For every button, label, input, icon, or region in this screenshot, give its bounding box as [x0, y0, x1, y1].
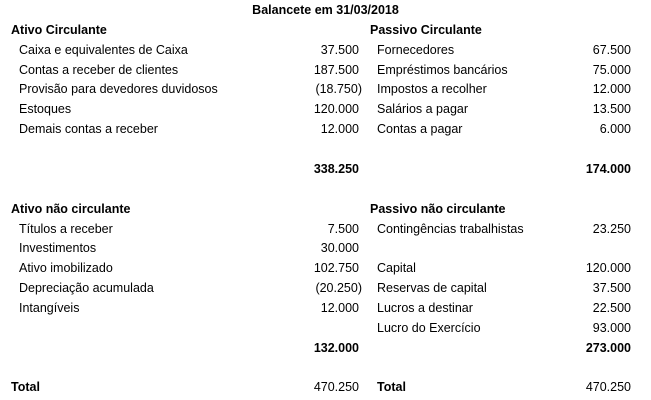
table-row [0, 40, 651, 60]
table-row [0, 318, 651, 338]
row-value: 93.000 [592, 321, 631, 335]
row-value: 6.000 [599, 122, 631, 136]
row-value: 12.000 [592, 82, 631, 96]
row-value: 12.000 [320, 122, 359, 136]
table-row [0, 219, 651, 239]
row-value: 75.000 [592, 63, 631, 77]
row-label: Estoques [19, 102, 72, 116]
ativo-nao-circulante-header: Ativo não circulante [11, 202, 131, 216]
subtotal-value: 338.250 [313, 162, 359, 176]
passivo-nao-circulante-header: Passivo não circulante [370, 202, 506, 216]
table-row [0, 60, 651, 80]
row-label: Intangíveis [19, 301, 80, 315]
row-value: 187.500 [313, 63, 359, 77]
row-value: 7.500 [327, 222, 359, 236]
table-row [0, 278, 651, 298]
row-label: Capital [377, 261, 416, 275]
row-label: Empréstimos bancários [377, 63, 508, 77]
row-label: Investimentos [19, 241, 97, 255]
total-row [0, 377, 651, 397]
row-label: Títulos a receber [19, 222, 113, 236]
table-row [0, 79, 651, 99]
table-row [0, 99, 651, 119]
row-label: Lucros a destinar [377, 301, 473, 315]
subtotal-value: 174.000 [585, 162, 631, 176]
row-value: 13.500 [592, 102, 631, 116]
passivo-total-value: 470.250 [585, 380, 631, 394]
row-value: 22.500 [592, 301, 631, 315]
row-label: Contas a pagar [377, 122, 463, 136]
row-label: Depreciação acumulada [19, 281, 154, 295]
table-row [0, 258, 651, 278]
ativo-total-label: Total [11, 380, 40, 394]
row-value: 37.500 [592, 281, 631, 295]
table-row [0, 119, 651, 139]
row-value: 120.000 [313, 102, 359, 116]
ativo-circulante-header: Ativo Circulante [11, 23, 107, 37]
row-value: 30.000 [320, 241, 359, 255]
subtotal-row [0, 159, 651, 179]
passivo-total-label: Total [377, 380, 406, 394]
row-value: 102.750 [313, 261, 359, 275]
row-value: 37.500 [320, 43, 359, 57]
subtotal-value: 273.000 [585, 341, 631, 355]
row-value: 120.000 [585, 261, 631, 275]
row-label: Caixa e equivalentes de Caixa [19, 43, 188, 57]
page-title: Balancete em 31/03/2018 [252, 3, 399, 17]
row-label: Ativo imobilizado [19, 261, 113, 275]
row-label: Fornecedores [377, 43, 455, 57]
table-row [0, 238, 651, 258]
ativo-total-value: 470.250 [313, 380, 359, 394]
row-label: Lucro do Exercício [377, 321, 481, 335]
row-value: (20.250) [315, 281, 362, 295]
row-value: 23.250 [592, 222, 631, 236]
row-value: 12.000 [320, 301, 359, 315]
row-value: 67.500 [592, 43, 631, 57]
row-label: Demais contas a receber [19, 122, 158, 136]
row-value: (18.750) [315, 82, 362, 96]
subtotal-row [0, 338, 651, 358]
row-label: Reservas de capital [377, 281, 487, 295]
passivo-circulante-header: Passivo Circulante [370, 23, 482, 37]
row-label: Provisão para devedores duvidosos [19, 82, 218, 96]
row-label: Contas a receber de clientes [19, 63, 179, 77]
table-row [0, 298, 651, 318]
row-label: Impostos a recolher [377, 82, 487, 96]
subtotal-value: 132.000 [313, 341, 359, 355]
row-label: Contingências trabalhistas [377, 222, 524, 236]
row-label: Salários a pagar [377, 102, 469, 116]
